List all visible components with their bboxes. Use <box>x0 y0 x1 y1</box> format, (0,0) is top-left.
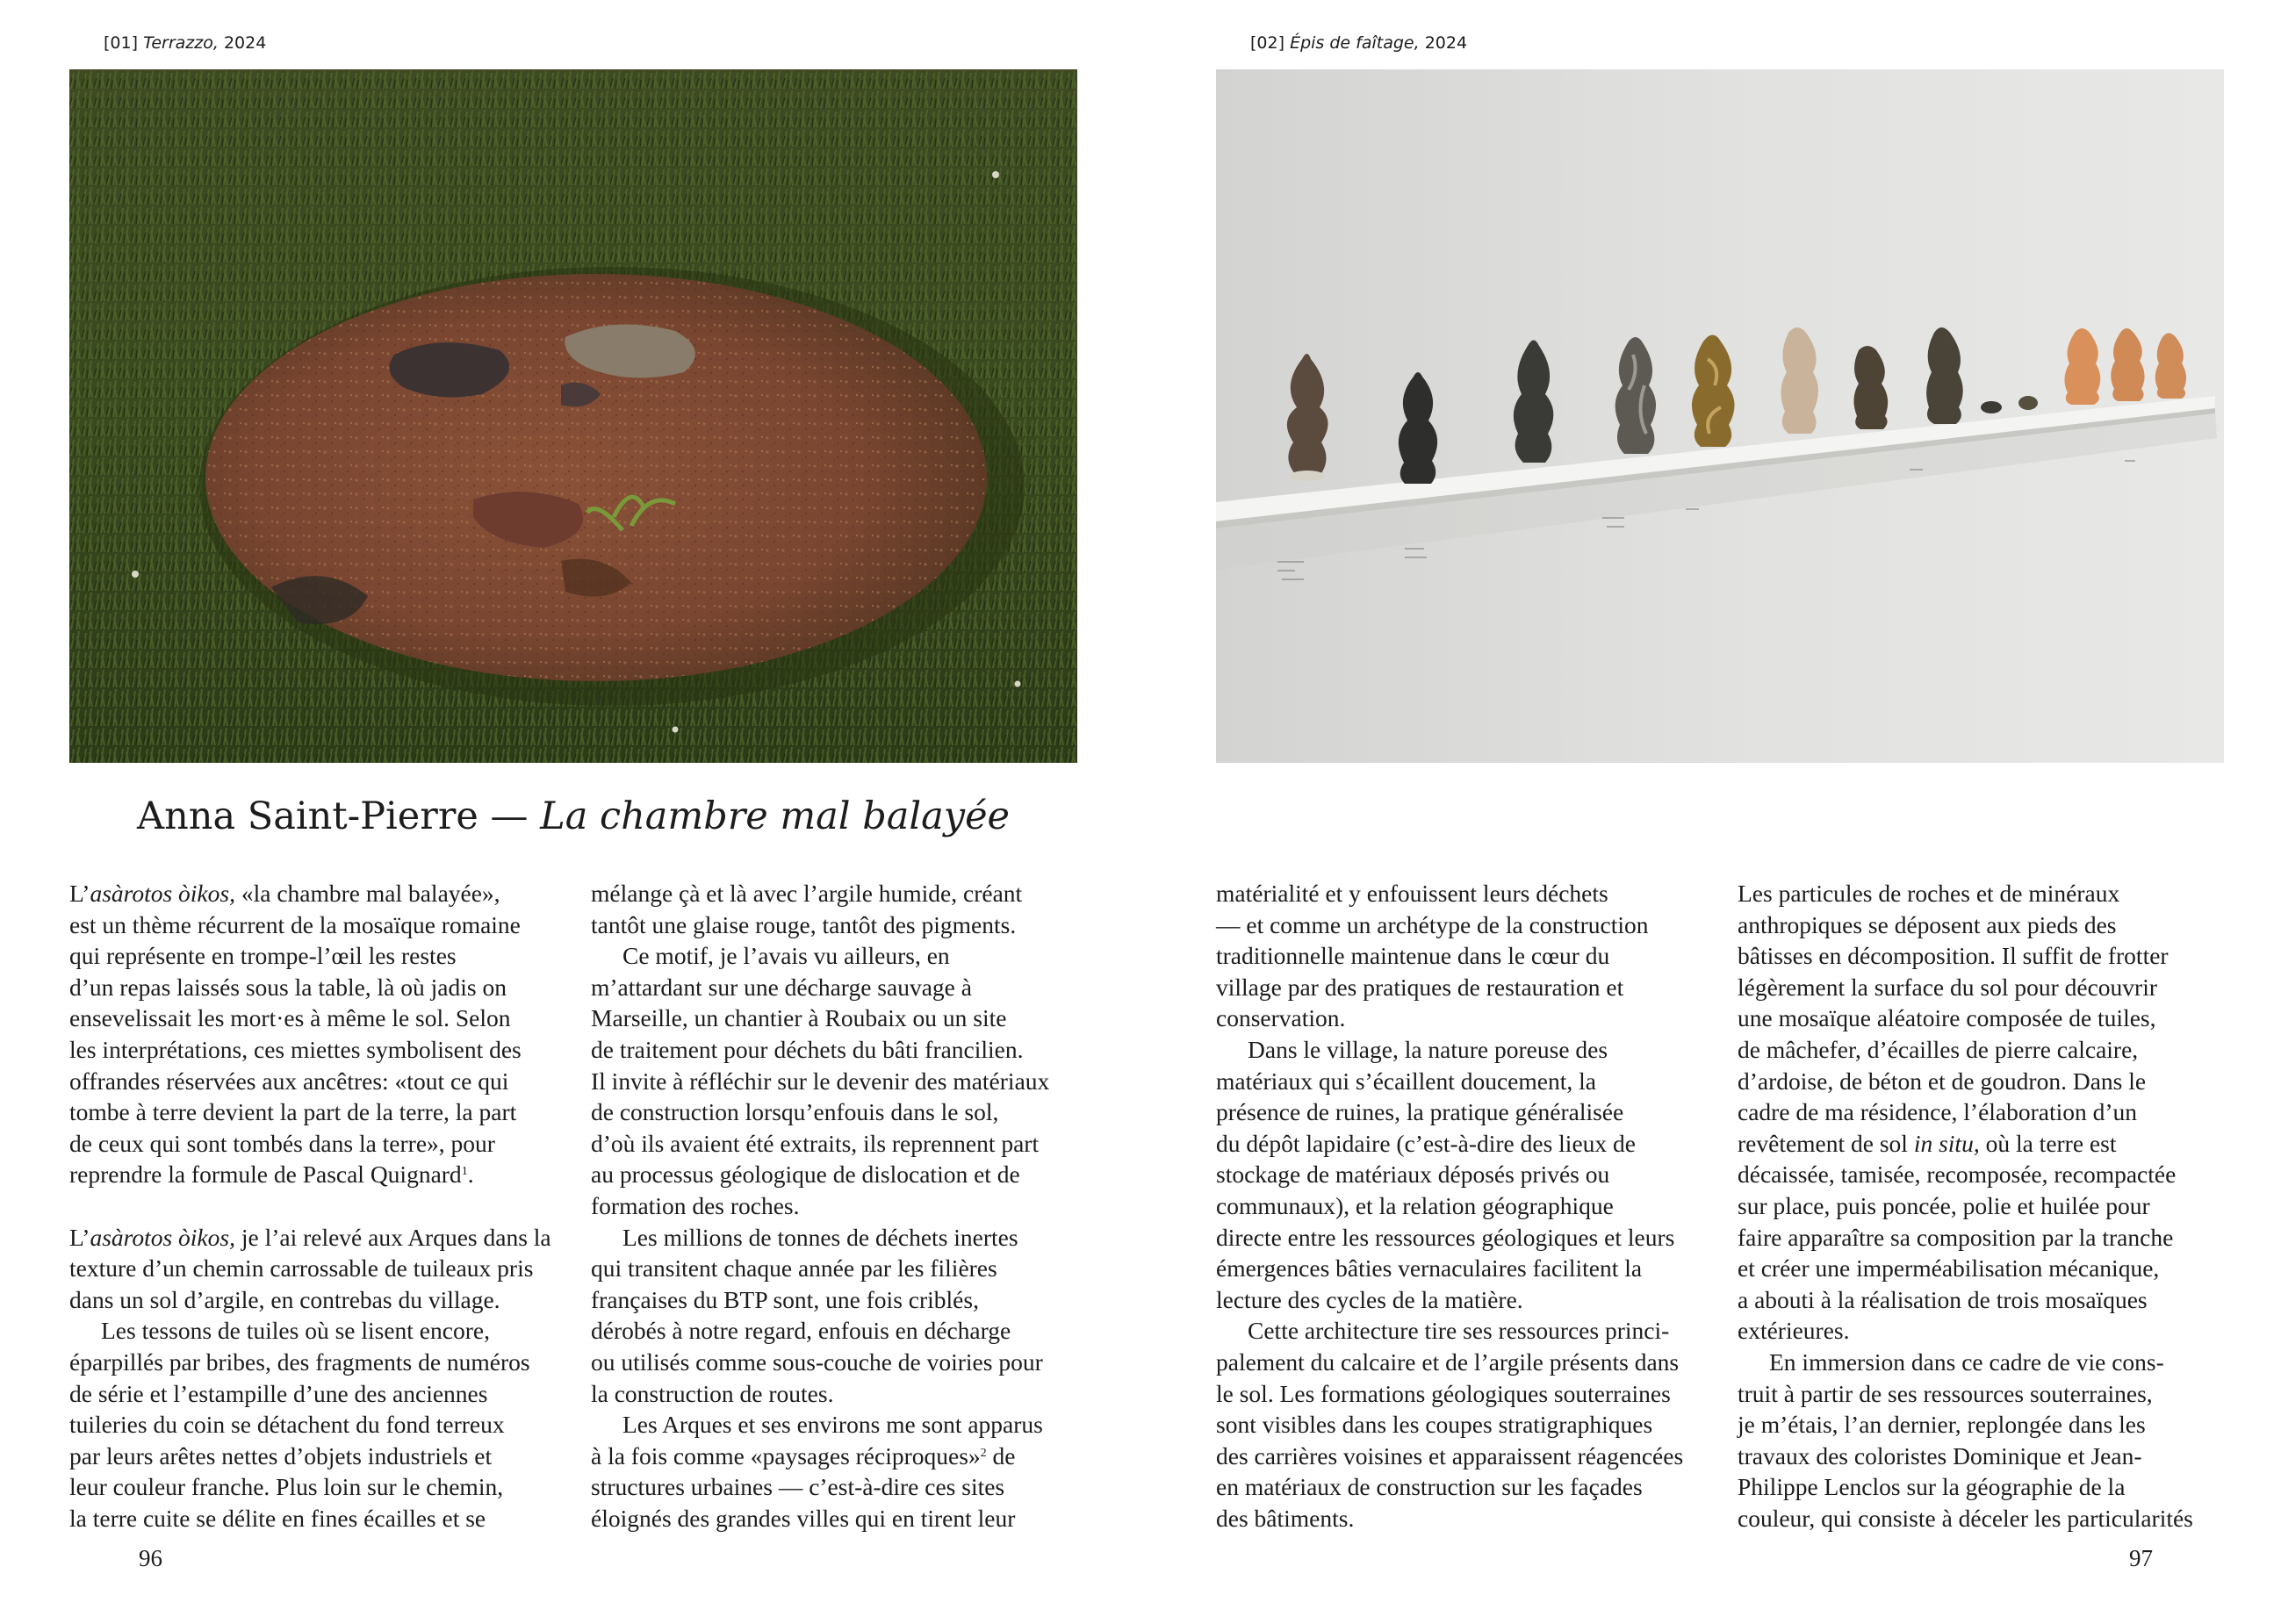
title-work: La chambre mal balayée <box>540 794 1010 838</box>
text-line: extérieures. <box>1738 1317 1850 1345</box>
text-column-2 <box>591 878 1087 1534</box>
text-line: conservation. <box>1216 1004 1346 1032</box>
terrazzo-photo <box>69 69 1077 763</box>
page-number-left: 96 <box>139 1545 162 1571</box>
text-line: Philippe Lenclos sur la géographie de la <box>1738 1473 2126 1501</box>
text-line: légèrement la surface du sol pour découvrir <box>1738 973 2158 1001</box>
text-line: dérobés à notre regard, enfouis en décharge <box>591 1317 1011 1345</box>
text-line: les interprétations, ces miettes symbolisent des <box>69 1035 522 1063</box>
text-line: le sol. Les formations géologiques souterraines <box>1216 1379 1671 1407</box>
title-author: Anna Saint-Pierre — <box>137 794 529 838</box>
text-line: En immersion dans ce cadre de vie cons- <box>1769 1347 2164 1376</box>
caption-year: 2024 <box>1424 33 1468 53</box>
text-line: tuileries du coin se détachent du fond terreux <box>69 1411 505 1439</box>
text-line: faire apparaître sa composition par la tranche <box>1738 1223 2174 1251</box>
text-line: communaux), et la relation géographique <box>1216 1191 1614 1219</box>
text-line: décaissée, tamisée, recomposée, recompactée <box>1738 1161 2177 1189</box>
caption-02 <box>1250 30 1467 56</box>
text-line: au processus géologique de dislocation et de <box>591 1161 1020 1189</box>
text-line: est un thème récurrent de la mosaïque romaine <box>69 910 521 938</box>
text-line: dans un sol d’argile, en contrebas du village. <box>69 1285 500 1313</box>
text-line: de traitement pour déchets du bâti francilien. <box>591 1035 1024 1063</box>
text-line: mélange çà et là avec l’argile humide, créant <box>591 880 1023 907</box>
text-line: structures urbaines — c’est-à-dire ces sites <box>591 1473 1005 1501</box>
text-line: tantôt une glaise rouge, tantôt des pigments. <box>591 910 1017 938</box>
footnote-ref: 2 <box>980 1446 987 1460</box>
text-line: anthropiques se déposent aux pieds des <box>1738 910 2117 938</box>
text-line: la construction de routes. <box>591 1379 834 1407</box>
text-line: village par des pratiques de restauration et <box>1216 973 1624 1001</box>
text-line: de ceux qui sont tombés dans la terre», pour <box>69 1129 495 1157</box>
text-line: éparpillés par bribes, des fragments de numéros <box>69 1347 530 1376</box>
text-column-4 <box>1738 878 2234 1534</box>
text-line: émergences bâties vernaculaires facilitent la <box>1216 1254 1643 1283</box>
text-column-1 <box>69 878 565 1534</box>
text-line: Les tessons de tuiles où se lisent encore, <box>101 1317 490 1345</box>
text-line: Les particules de roches et de minéraux <box>1738 880 2120 907</box>
text-line: de construction lorsqu’enfouis dans le sol, <box>591 1098 999 1126</box>
text-line: sont visibles dans les coupes stratigraphiques <box>1216 1411 1653 1439</box>
text-line: m’attardant sur une décharge sauvage à <box>591 973 972 1001</box>
text-line: directe entre les ressources géologiques et leurs <box>1216 1223 1675 1251</box>
caption-01 <box>104 30 266 56</box>
text-line: truit à partir de ses ressources souterraines, <box>1738 1379 2153 1407</box>
finials-photo <box>1216 69 2224 763</box>
text-line: stockage de matériaux déposés privés ou <box>1216 1161 1610 1189</box>
text-line: Ce motif, je l’avais vu ailleurs, en <box>622 942 950 970</box>
text-line: leur couleur franche. Plus loin sur le chemin, <box>69 1473 504 1501</box>
text-line: ou utilisés comme sous-couche de voiries pour <box>591 1347 1043 1376</box>
text-line: Marseille, un chantier à Roubaix ou un site <box>591 1004 1007 1032</box>
text-line: d’où ils avaient été extraits, ils reprennent part <box>591 1129 1040 1157</box>
text-line: Dans le village, la nature poreuse des <box>1248 1035 1608 1063</box>
text-line: L’asàrotos òikos, «la chambre mal balayée», <box>69 880 500 907</box>
caption-number: [02] <box>1250 33 1285 53</box>
text-column-3 <box>1216 878 1712 1534</box>
text-line: L’asàrotos òikos, je l’ai relevé aux Arques dans la <box>69 1223 551 1251</box>
text-line: de mâchefer, d’écailles de pierre calcaire, <box>1738 1035 2139 1063</box>
text-line: Cette architecture tire ses ressources princi- <box>1248 1317 1670 1345</box>
italic-term: asàrotos òikos, <box>90 1223 235 1251</box>
text-line: tombe à terre devient la part de la terre, la part <box>69 1098 517 1126</box>
article-title <box>69 786 1077 847</box>
text-line: à la fois comme «paysages réciproques»$^2$ de <box>591 1441 1016 1470</box>
text-line: en matériaux de construction sur les façades <box>1216 1473 1643 1501</box>
text-line: a abouti à la réalisation de trois mosaïques <box>1738 1285 2148 1313</box>
text-line: traditionnelle maintenue dans le cœur du <box>1216 942 1610 970</box>
text-line: de série et l’estampille d’une des anciennes <box>69 1379 488 1407</box>
text-line: et créer une imperméabilisation mécanique, <box>1738 1254 2160 1283</box>
text-line: texture d’un chemin carrossable de tuileaux pris <box>69 1254 534 1283</box>
text-line: présence de ruines, la pratique généralisée <box>1216 1098 1624 1126</box>
text-line: matériaux qui s’écaillent doucement, la <box>1216 1067 1596 1095</box>
text-line: couleur, qui consiste à déceler les particularités <box>1738 1504 2193 1532</box>
text-line: Il invite à réfléchir sur le devenir des matériaux <box>591 1067 1050 1095</box>
caption-title: Épis de faîtage, <box>1290 33 1420 53</box>
text-line: revêtement de sol in situ, où la terre est <box>1738 1129 2117 1157</box>
caption-number: [01] <box>104 33 139 53</box>
text-line: je m’étais, l’an dernier, replongée dans les <box>1738 1411 2146 1439</box>
text-line: éloignés des grandes villes qui en tirent leur <box>591 1504 1016 1532</box>
text-line: reprendre la formule de Pascal Quignard$^1$. <box>69 1161 474 1189</box>
text-line: sur place, puis poncée, polie et huilée pour <box>1738 1191 2150 1219</box>
caption-title: Terrazzo, <box>143 33 219 53</box>
text-line: françaises du BTP sont, une fois criblés, <box>591 1285 979 1313</box>
text-line: ensevelissait les mort·es à même le sol. Selon <box>69 1004 511 1032</box>
text-line: qui représente en trompe-l’œil les restes <box>69 942 457 970</box>
caption-year: 2024 <box>223 33 267 53</box>
italic-term: asàrotos òikos, <box>90 880 235 907</box>
page-number-right: 97 <box>2129 1545 2153 1571</box>
text-line: travaux des coloristes Dominique et Jean- <box>1738 1441 2142 1470</box>
text-line: qui transitent chaque année par les filières <box>591 1254 997 1283</box>
text-line: bâtisses en décomposition. Il suffit de frotter <box>1738 942 2169 970</box>
text-line: la terre cuite se délite en fines écailles et se <box>69 1504 486 1532</box>
footnote-ref: 1 <box>461 1165 468 1179</box>
text-line: une mosaïque aléatoire composée de tuiles, <box>1738 1004 2156 1032</box>
text-line: des bâtiments. <box>1216 1504 1355 1532</box>
italic-term: in situ, <box>1913 1129 1980 1157</box>
text-line: formation des roches. <box>591 1191 800 1219</box>
text-line: matérialité et y enfouissent leurs déchets <box>1216 880 1608 907</box>
text-line: Les millions de tonnes de déchets inertes <box>622 1223 1018 1251</box>
text-line: cadre de ma résidence, l’élaboration d’un <box>1738 1098 2138 1126</box>
text-line: du dépôt lapidaire (c’est-à-dire des lieux de <box>1216 1129 1636 1157</box>
text-line: palement du calcaire et de l’argile présents dans <box>1216 1347 1680 1376</box>
text-line: d’ardoise, de béton et de goudron. Dans le <box>1738 1067 2147 1095</box>
text-line: offrandes réservées aux ancêtres: «tout ce qui <box>69 1067 509 1095</box>
text-line: — et comme un archétype de la construction <box>1216 910 1649 938</box>
text-line: par leurs arêtes nettes d’objets industriels et <box>69 1441 493 1470</box>
paragraph-gap <box>69 1190 565 1222</box>
text-line: lecture des cycles de la matière. <box>1216 1285 1523 1313</box>
text-line: des carrières voisines et apparaissent réagencées <box>1216 1441 1684 1470</box>
text-line: Les Arques et ses environs me sont apparus <box>622 1411 1043 1439</box>
text-line: d’un repas laissés sous la table, là où jadis on <box>69 973 507 1001</box>
